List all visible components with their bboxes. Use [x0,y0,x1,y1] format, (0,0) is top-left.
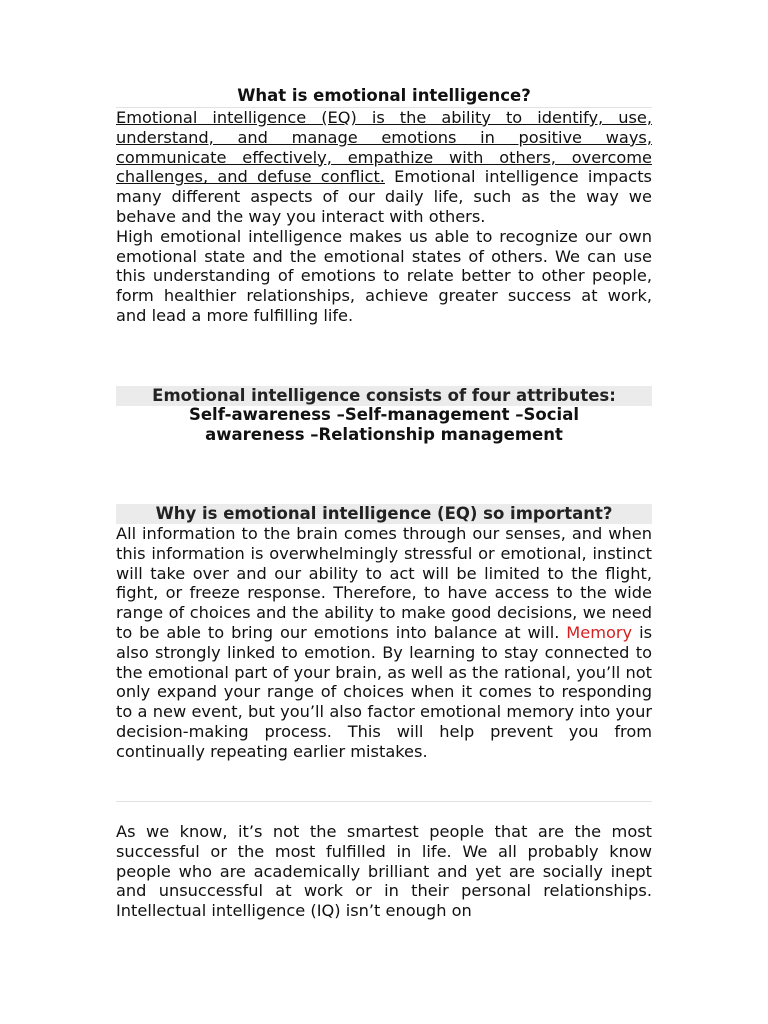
why-paragraph [116,524,652,762]
why-heading: Why is emotional intelligence (EQ) so important? [116,504,652,524]
why-text-before: All information to the brain comes through our senses, and when this information is overwhelmingly stressful or emotional, instinct will take over and our ability to act will be limited to the flight, fight, or freeze response. Therefore, to have access to the wide range of choices and the ability to make good decisions, we need to be able to bring our emotions into balance at will. [116,524,652,642]
why-text-after: is also strongly linked to emotion. By learning to stay connected to the emotional part of your brain, as well as the rational, you’ll not only expand your range of choices when it comes to responding to a new event, but you’ll also factor emotional memory into your decision-making process. This will help prevent you from continually repeating earlier mistakes. [116,622,653,761]
attributes-list: Self-awareness –Self-management –Social awareness –Relationship management [188,405,579,444]
why-section [116,524,652,762]
intro-continuation: Emotional intelligence impacts many different aspects of our daily life, such as the way we behave and the way you interact with others. [116,167,652,226]
page-title: What is emotional intelligence? [237,86,531,105]
intro-paragraph [116,108,652,227]
divider [116,801,652,802]
intro-definition: Emotional intelligence (EQ) is the ability to identify, use, understand, and manage emotions in positive ways, communicate effectively, empathize with others, overcome challenges, and defuse conflict. [116,108,652,187]
intro-section [116,108,652,326]
paragraph-smartest-people: As we know, it’s not the smartest people that are the most successful or the most fulfilled in life. We all probably know people who are academically brilliant and yet are socially inept and unsuccessful at work or in their personal relationships. Intellectual intelligence (IQ) isn’t enough on [116,822,652,921]
attributes-heading: Emotional intelligence consists of four attributes: [116,386,652,406]
memory-link[interactable]: Memory [566,622,633,642]
final-section [116,822,652,921]
paragraph-high-eq: High emotional intelligence makes us able to recognize our own emotional state and the emotional states of others. We can use this understanding of emotions to relate better to other people, form healthier relationships, achieve greater success at work, and lead a more fulfilling life. [116,226,652,325]
